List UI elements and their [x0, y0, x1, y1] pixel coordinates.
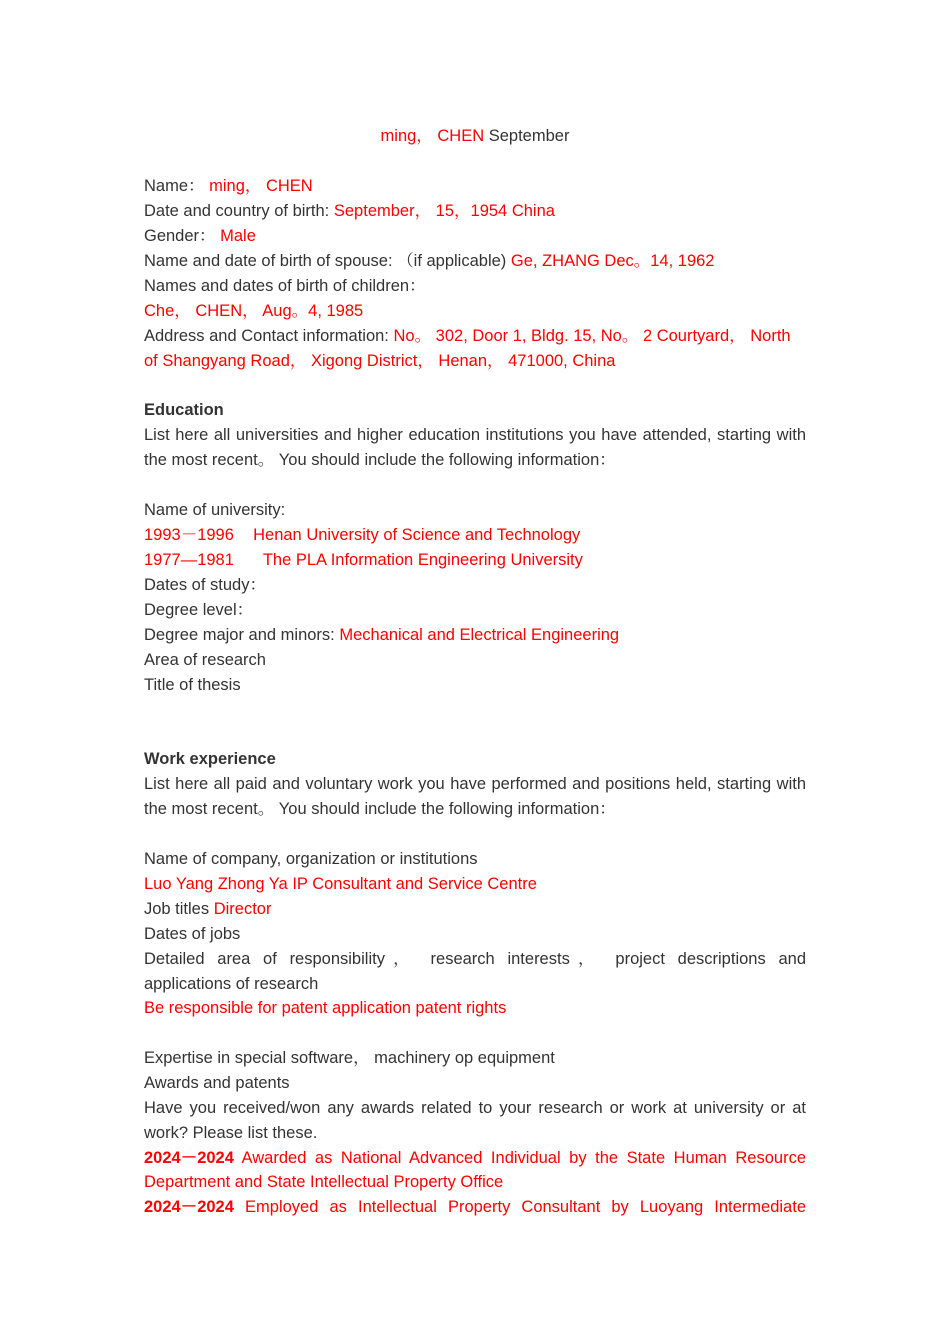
company-value: Luo Yang Zhong Ya IP Consultant and Service Centre [144, 875, 537, 893]
degree-major-label: Degree major and minors: [144, 626, 335, 644]
education-entry [144, 523, 806, 548]
detail-label-line2: applications of research [144, 975, 319, 993]
awards-question-line1: Have you received/won any awards related to your research or work at university or at [144, 1099, 806, 1117]
company-label: Name of company, organization or institutions [144, 850, 478, 868]
children-label: Names and dates of birth of children： [144, 277, 426, 295]
award-item [144, 1146, 806, 1171]
dob-label: Date and country of birth: [144, 202, 330, 220]
job-title-label: Job titles [144, 900, 210, 918]
document-title [0, 124, 950, 149]
name-label: Name： [144, 177, 205, 195]
education-entry [144, 548, 806, 573]
address-value-line2: of Shangyang Road， Xigong District， Henan， 471000, China [144, 352, 616, 370]
awards-question-line2: work? Please list these. [144, 1124, 318, 1142]
work-intro-line1: List here all paid and voluntary work you have performed and positions held, starting with [144, 775, 806, 793]
detail-value: Be responsible for patent application patent rights [144, 999, 507, 1017]
award-text: Employed as Intellectual Property Consultant by Luoyang Intermediate [245, 1198, 806, 1216]
title-name: ming， CHEN [380, 127, 485, 145]
address-label: Address and Contact information: [144, 327, 389, 345]
work-heading: Work experience [144, 750, 276, 768]
award-text: Awarded as National Advanced Individual by the State Human Resource [241, 1149, 806, 1167]
expertise-label: Expertise in special software， machinery op equipment [144, 1049, 555, 1067]
title-suffix: September [488, 127, 570, 145]
university-name-label: Name of university: [144, 501, 286, 519]
detail-label-line1: Detailed area of responsibility， research interests， project descriptions and [144, 950, 806, 968]
gender-value: Male [220, 227, 256, 245]
research-area-label: Area of research [144, 651, 266, 669]
gender-label: Gender： [144, 227, 216, 245]
name-value: ming， CHEN [209, 177, 313, 195]
name-row [144, 174, 806, 199]
education-entry-years: 1993－1996 [144, 526, 234, 544]
job-title-value: Director [213, 900, 272, 918]
dates-of-jobs-label: Dates of jobs [144, 925, 241, 943]
education-intro-line1: List here all universities and higher education institutions you have attended, starting with [144, 426, 806, 444]
award-years: 2024－2024 [144, 1149, 234, 1167]
award-text-continued: Department and State Intellectual Property Office [144, 1173, 504, 1191]
dob-value: September， 15，1954 China [333, 202, 555, 220]
work-intro-line2: the most recent。 You should include the following information： [144, 800, 616, 818]
education-intro-line2: the most recent。 You should include the following information： [144, 451, 616, 469]
dob-row [144, 199, 806, 224]
spouse-label: Name and date of birth of spouse: （if applicable) [144, 252, 507, 270]
gender-row [144, 224, 806, 249]
address-row [144, 324, 806, 349]
degree-major-row [144, 623, 806, 648]
thesis-title-label: Title of thesis [144, 676, 241, 694]
address-value-line1: No。 302, Door 1, Bldg. 15, No。 2 Courtyard， North [393, 327, 791, 345]
awards-label: Awards and patents [144, 1074, 290, 1092]
award-item [144, 1195, 806, 1220]
spouse-row [144, 249, 806, 274]
education-entry-years: 1977—1981 [144, 551, 234, 569]
degree-level-label: Degree level： [144, 601, 254, 619]
education-heading: Education [144, 401, 224, 419]
education-entry-school: Henan University of Science and Technology [253, 526, 581, 544]
education-entry-school: The PLA Information Engineering University [262, 551, 583, 569]
job-title-row [144, 897, 806, 922]
dates-of-study-label: Dates of study： [144, 576, 266, 594]
spouse-value: Ge, ZHANG Dec。14, 1962 [510, 252, 715, 270]
children-value: Che， CHEN， Aug。4, 1985 [144, 302, 364, 320]
award-years: 2024－2024 [144, 1198, 234, 1216]
degree-major-value: Mechanical and Electrical Engineering [339, 626, 620, 644]
